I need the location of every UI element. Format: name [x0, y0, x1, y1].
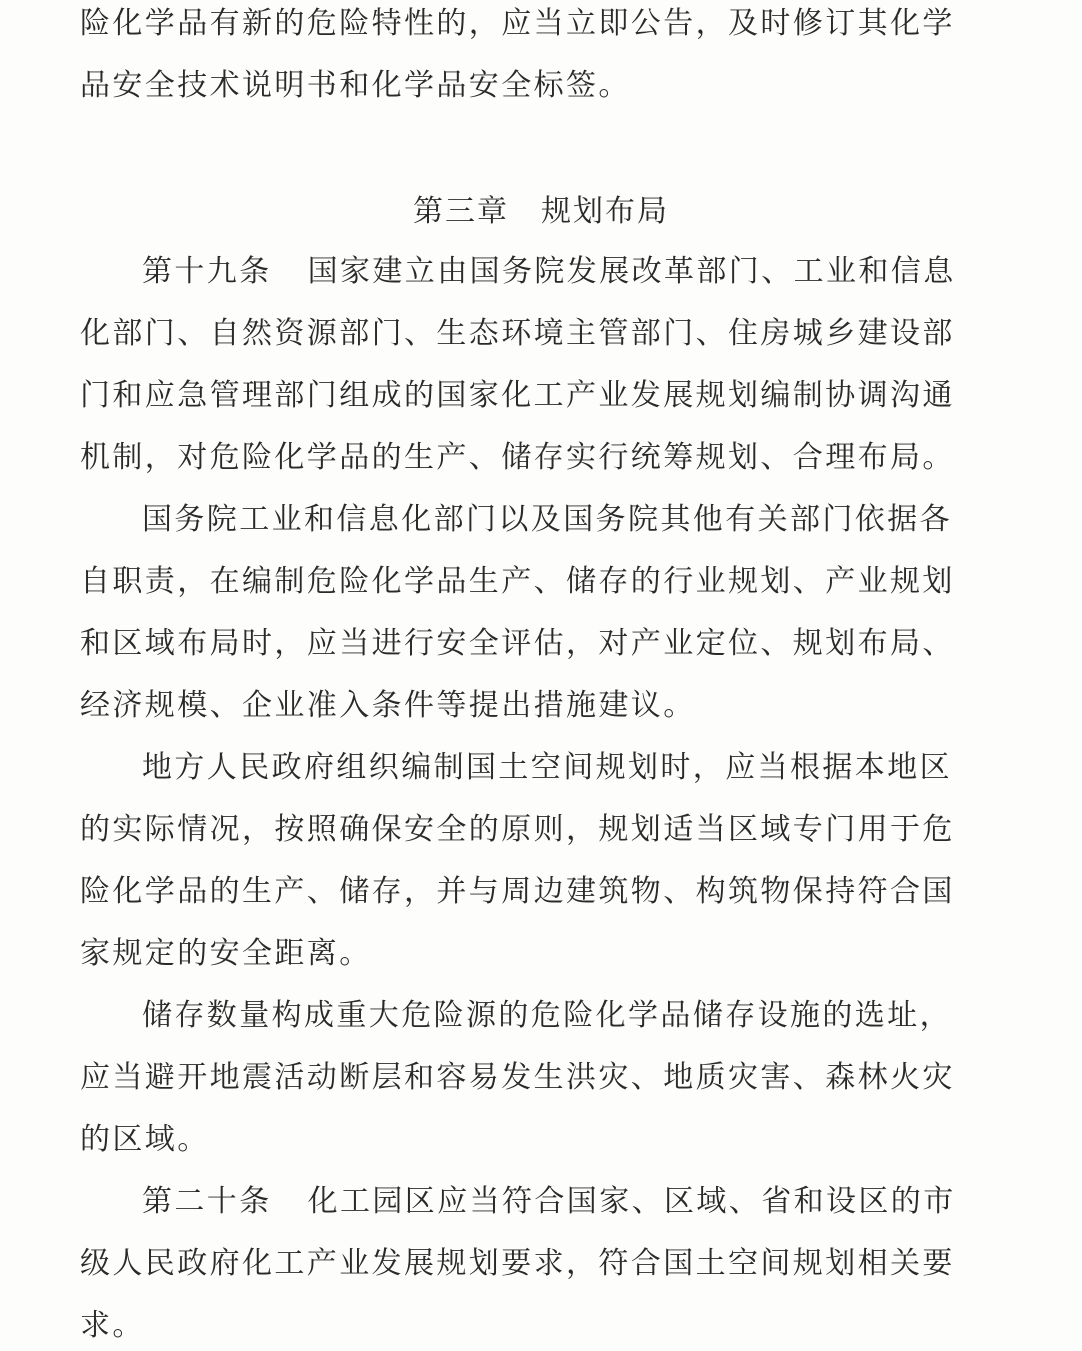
text-line: 自职责，在编制危险化学品生产、储存的行业规划、产业规划 [80, 564, 955, 599]
text-line: 储存数量构成重大危险源的危险化学品储存设施的选址， [142, 998, 952, 1033]
text-line: 国务院工业和信息化部门以及国务院其他有关部门依据各 [142, 502, 952, 537]
text-line: 地方人民政府组织编制国土空间规划时，应当根据本地区 [142, 750, 952, 785]
text-line: 化工园区应当符合国家、区域、省和设区的市 [307, 1184, 956, 1219]
article-20-first-line [142, 1182, 982, 1222]
text-line: 险化学品的生产、储存，并与周边建筑物、构筑物保持符合国 [80, 874, 955, 909]
text-line: 的区域。 [80, 1122, 210, 1157]
text-line: 应当避开地震活动断层和容易发生洪灾、地质灾害、森林火灾 [80, 1060, 955, 1095]
text-line: 求。 [80, 1308, 145, 1343]
text-line: 级人民政府化工产业发展规划要求，符合国土空间规划相关要 [80, 1246, 955, 1281]
text-line: 家规定的安全距离。 [80, 936, 372, 971]
text-line: 险化学品有新的危险特性的，应当立即公告，及时修订其化学 [80, 6, 955, 41]
text-line: 品安全技术说明书和化学品安全标签。 [80, 68, 631, 103]
text-line: 化部门、自然资源部门、生态环境主管部门、住房城乡建设部 [80, 316, 955, 351]
article-19-label: 第十九条 [142, 254, 272, 289]
text-line: 的实际情况，按照确保安全的原则，规划适当区域专门用于危 [80, 812, 955, 847]
article-20-label: 第二十条 [142, 1184, 272, 1219]
text-line: 机制，对危险化学品的生产、储存实行统筹规划、合理布局。 [80, 440, 955, 475]
chapter-title: 第三章 规划布局 [413, 194, 669, 229]
article-19-first-line [142, 252, 982, 292]
text-line: 国家建立由国务院发展改革部门、工业和信息 [307, 254, 956, 289]
text-line: 和区域布局时，应当进行安全评估，对产业定位、规划布局、 [80, 626, 955, 661]
text-line: 门和应急管理部门组成的国家化工产业发展规划编制协调沟通 [80, 378, 955, 413]
text-line: 经济规模、企业准入条件等提出措施建议。 [80, 688, 696, 723]
